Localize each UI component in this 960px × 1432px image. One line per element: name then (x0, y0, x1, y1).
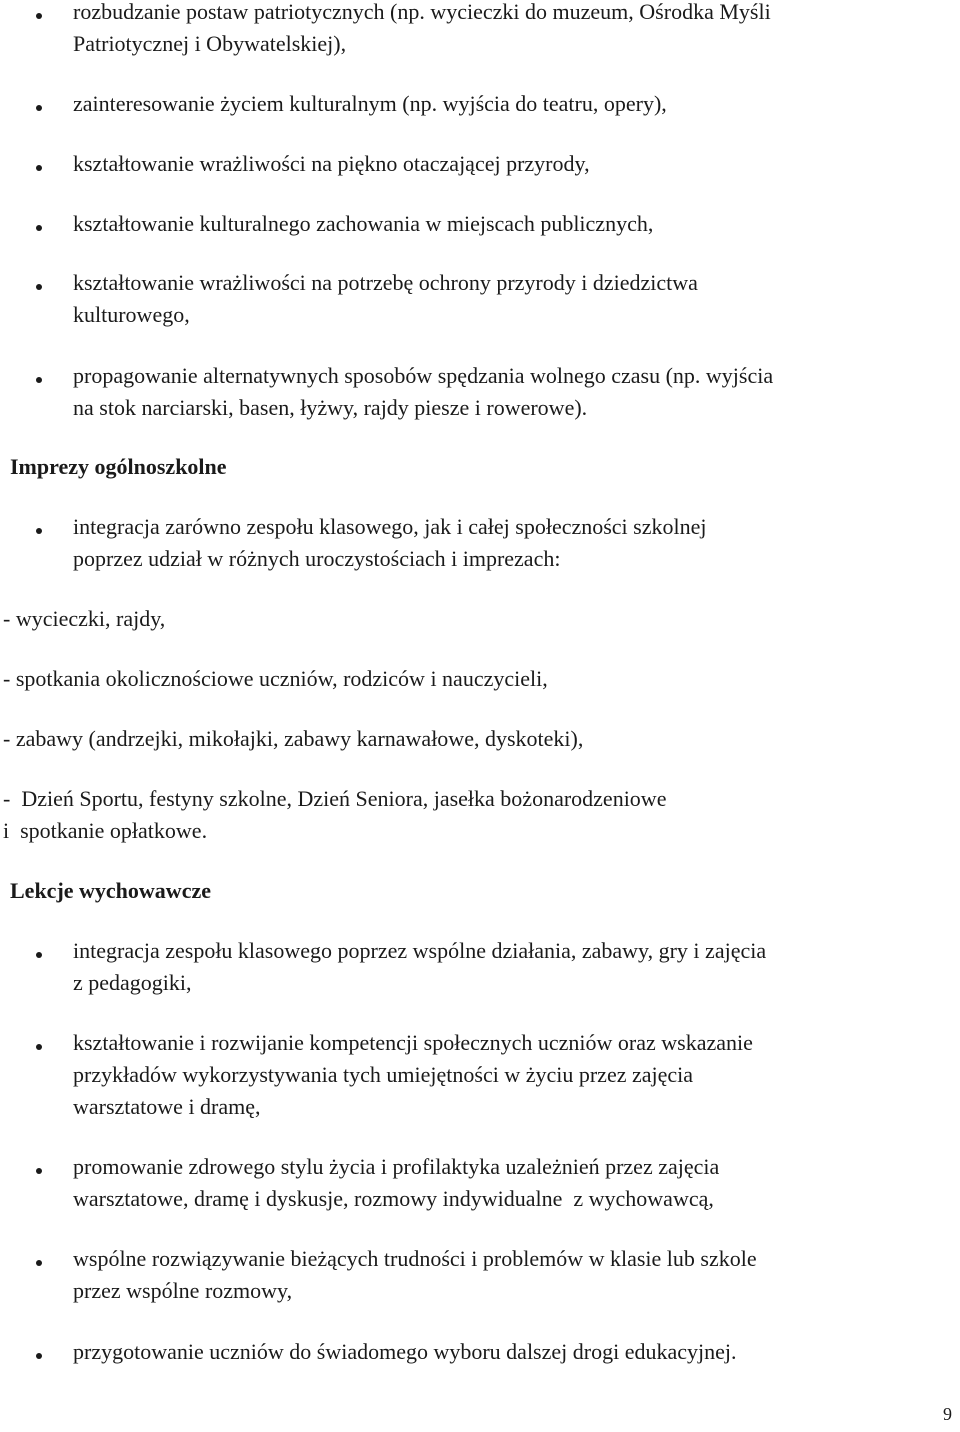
bullet-icon (36, 528, 42, 534)
bullet-icon (36, 1168, 42, 1174)
section-heading-lekcje: Lekcje wychowawcze (10, 878, 211, 903)
item-line: Patriotycznej i Obywatelskiej), (73, 31, 347, 56)
bullet-icon (36, 1260, 42, 1266)
bullet-icon (36, 225, 42, 231)
item-line: przygotowanie uczniów do świadomego wyboru dalszej drogi edukacyjnej. (73, 1339, 737, 1364)
bullet-icon (36, 105, 42, 111)
section-heading-imprezy: Imprezy ogólnoszkolne (10, 454, 227, 479)
item-line: kształtowanie wrażliwości na potrzebę ochrony przyrody i dziedzictwa (73, 270, 698, 295)
item-line: - wycieczki, rajdy, (3, 606, 166, 631)
item-line: i spotkanie opłatkowe. (3, 818, 208, 843)
bullet-icon (36, 284, 42, 290)
item-line: przykładów wykorzystywania tych umiejętności w życiu przez zajęcia (73, 1062, 694, 1087)
dash-item (3, 723, 583, 755)
item-line: wspólne rozwiązywanie bieżących trudności i problemów w klasie lub szkole (73, 1246, 757, 1271)
item-line: kształtowanie i rozwijanie kompetencji społecznych uczniów oraz wskazanie (73, 1030, 753, 1055)
page-number: 9 (943, 1404, 952, 1424)
item-line: z pedagogiki, (73, 970, 192, 995)
item-line: kulturowego, (73, 302, 190, 327)
bullet-icon (36, 1044, 42, 1050)
dash-item (3, 783, 666, 847)
bullet-icon (36, 165, 42, 171)
bullet-icon (36, 1353, 42, 1359)
item-line: warsztatowe i dramę, (73, 1094, 261, 1119)
dash-item (3, 603, 165, 635)
item-line: przez wspólne rozmowy, (73, 1278, 293, 1303)
item-line: kształtowanie wrażliwości na piękno otaczającej przyrody, (73, 151, 590, 176)
item-line: - zabawy (andrzejki, mikołajki, zabawy karnawałowe, dyskoteki), (3, 726, 584, 751)
item-line: promowanie zdrowego stylu życia i profilaktyka uzależnień przez zajęcia (73, 1154, 720, 1179)
item-line: zainteresowanie życiem kulturalnym (np. wyjścia do teatru, opery), (73, 91, 667, 116)
item-line: integracja zespołu klasowego poprzez wspólne działania, zabawy, gry i zajęcia (73, 938, 767, 963)
item-line: - Dzień Sportu, festyny szkolne, Dzień Seniora, jasełka bożonarodzeniowe (3, 786, 667, 811)
item-line: propagowanie alternatywnych sposobów spędzania wolnego czasu (np. wyjścia (73, 363, 774, 388)
item-line: poprzez udział w różnych uroczystościach i imprezach: (73, 546, 561, 571)
item-line: rozbudzanie postaw patriotycznych (np. wycieczki do muzeum, Ośrodka Myśli (73, 0, 771, 24)
item-line: na stok narciarski, basen, łyżwy, rajdy piesze i rowerowe). (73, 395, 588, 420)
bullet-icon (36, 952, 42, 958)
bullet-icon (36, 13, 42, 19)
item-line: kształtowanie kulturalnego zachowania w miejscach publicznych, (73, 211, 654, 236)
bullet-icon (36, 377, 42, 383)
dash-item (3, 663, 548, 695)
item-line: warsztatowe, dramę i dyskusje, rozmowy indywidualne z wychowawcą, (73, 1186, 714, 1211)
item-line: integracja zarówno zespołu klasowego, jak i całej społeczności szkolnej (73, 514, 707, 539)
item-line: - spotkania okolicznościowe uczniów, rodziców i nauczycieli, (3, 666, 548, 691)
